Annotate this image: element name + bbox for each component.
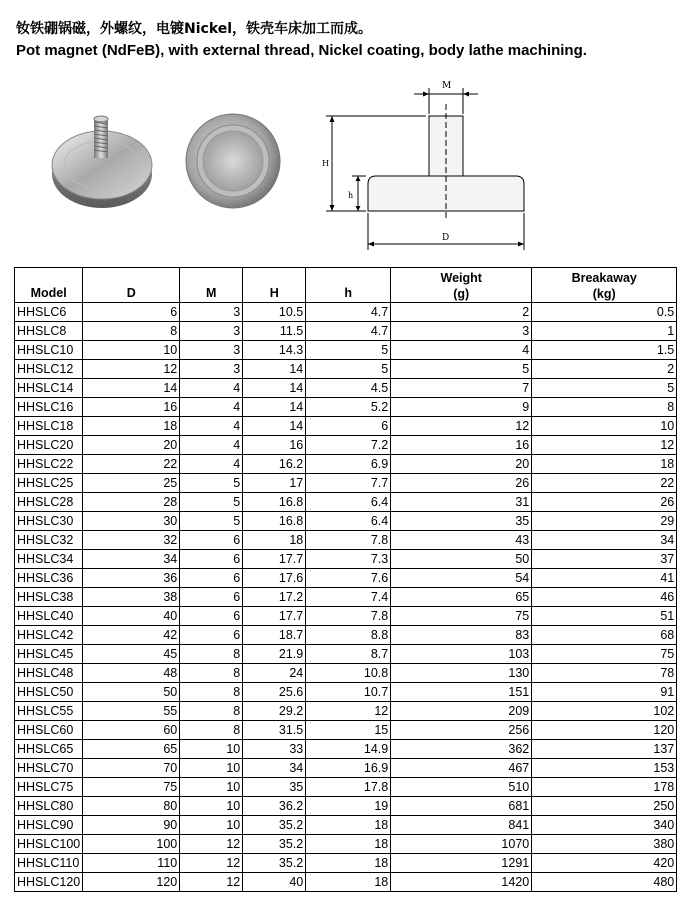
technical-drawing xyxy=(318,74,548,254)
cell-model: HHSLC25 xyxy=(15,474,83,493)
cell-d: 80 xyxy=(83,797,180,816)
header-weight xyxy=(391,268,532,303)
cell-weight: 841 xyxy=(391,816,532,835)
cell-breakaway: 22 xyxy=(532,474,677,493)
table-row xyxy=(15,512,677,531)
cell-m: 3 xyxy=(180,303,243,322)
cell-m: 5 xyxy=(180,474,243,493)
cell-model: HHSLC48 xyxy=(15,664,83,683)
cell-breakaway: 0.5 xyxy=(532,303,677,322)
cell-h-total: 24 xyxy=(243,664,306,683)
cell-h-total: 40 xyxy=(243,873,306,892)
cell-d: 60 xyxy=(83,721,180,740)
cell-breakaway: 250 xyxy=(532,797,677,816)
table-row xyxy=(15,797,677,816)
cell-weight: 467 xyxy=(391,759,532,778)
cell-weight: 362 xyxy=(391,740,532,759)
cell-m: 10 xyxy=(180,740,243,759)
cell-h-small: 7.6 xyxy=(306,569,391,588)
header-h-small: h xyxy=(306,268,391,303)
header-weight-label: Weight xyxy=(440,271,482,285)
cell-weight: 130 xyxy=(391,664,532,683)
cell-breakaway: 10 xyxy=(532,417,677,436)
cell-h-small: 7.4 xyxy=(306,588,391,607)
cell-model: HHSLC50 xyxy=(15,683,83,702)
cell-d: 25 xyxy=(83,474,180,493)
specification-table xyxy=(14,267,677,892)
table-row xyxy=(15,854,677,873)
cell-m: 6 xyxy=(180,626,243,645)
cell-h-small: 7.7 xyxy=(306,474,391,493)
cell-m: 10 xyxy=(180,778,243,797)
cell-breakaway: 29 xyxy=(532,512,677,531)
cell-h-total: 35.2 xyxy=(243,835,306,854)
cell-d: 40 xyxy=(83,607,180,626)
cell-m: 6 xyxy=(180,550,243,569)
header-h-total: H xyxy=(243,268,306,303)
cell-d: 50 xyxy=(83,683,180,702)
specification-table-body xyxy=(15,303,677,892)
cell-weight: 65 xyxy=(391,588,532,607)
cell-d: 30 xyxy=(83,512,180,531)
cell-weight: 209 xyxy=(391,702,532,721)
cell-d: 45 xyxy=(83,645,180,664)
dimension-label-h-total: H xyxy=(322,159,329,168)
cell-d: 110 xyxy=(83,854,180,873)
table-row xyxy=(15,759,677,778)
cell-m: 8 xyxy=(180,702,243,721)
cell-m: 10 xyxy=(180,759,243,778)
cell-d: 22 xyxy=(83,455,180,474)
cell-h-small: 6.4 xyxy=(306,493,391,512)
cell-h-total: 17.7 xyxy=(243,607,306,626)
cell-breakaway: 46 xyxy=(532,588,677,607)
cell-model: HHSLC12 xyxy=(15,360,83,379)
cell-d: 20 xyxy=(83,436,180,455)
cell-m: 5 xyxy=(180,512,243,531)
table-row xyxy=(15,664,677,683)
cell-h-total: 17.2 xyxy=(243,588,306,607)
cell-weight: 5 xyxy=(391,360,532,379)
cell-weight: 54 xyxy=(391,569,532,588)
cell-h-small: 10.8 xyxy=(306,664,391,683)
cell-model: HHSLC70 xyxy=(15,759,83,778)
cell-weight: 1070 xyxy=(391,835,532,854)
cell-h-total: 21.9 xyxy=(243,645,306,664)
cell-h-small: 5 xyxy=(306,360,391,379)
title-chinese: 钕铁硼锅磁，外螺纹，电镀Nickel，铁壳车床加工而成。 xyxy=(16,21,373,37)
table-row xyxy=(15,873,677,892)
cell-d: 38 xyxy=(83,588,180,607)
cell-model: HHSLC34 xyxy=(15,550,83,569)
cell-h-total: 16.8 xyxy=(243,512,306,531)
cell-h-small: 6.4 xyxy=(306,512,391,531)
table-row xyxy=(15,531,677,550)
cell-weight: 1291 xyxy=(391,854,532,873)
cell-m: 4 xyxy=(180,455,243,474)
cell-h-small: 8.8 xyxy=(306,626,391,645)
cell-model: HHSLC90 xyxy=(15,816,83,835)
cell-breakaway: 380 xyxy=(532,835,677,854)
cell-breakaway: 75 xyxy=(532,645,677,664)
cell-d: 32 xyxy=(83,531,180,550)
cell-breakaway: 18 xyxy=(532,455,677,474)
cell-d: 34 xyxy=(83,550,180,569)
header-weight-unit: (g) xyxy=(453,287,470,301)
cell-h-small: 5 xyxy=(306,341,391,360)
table-row xyxy=(15,816,677,835)
table-row xyxy=(15,607,677,626)
cell-m: 3 xyxy=(180,322,243,341)
cell-model: HHSLC8 xyxy=(15,322,83,341)
cell-h-total: 11.5 xyxy=(243,322,306,341)
cell-weight: 2 xyxy=(391,303,532,322)
cell-breakaway: 1 xyxy=(532,322,677,341)
cell-m: 8 xyxy=(180,664,243,683)
cell-weight: 83 xyxy=(391,626,532,645)
cell-breakaway: 8 xyxy=(532,398,677,417)
header-m: M xyxy=(180,268,243,303)
cell-d: 55 xyxy=(83,702,180,721)
cell-breakaway: 12 xyxy=(532,436,677,455)
cell-breakaway: 78 xyxy=(532,664,677,683)
cell-h-total: 18.7 xyxy=(243,626,306,645)
cell-model: HHSLC110 xyxy=(15,854,83,873)
cell-h-small: 14.9 xyxy=(306,740,391,759)
cell-d: 8 xyxy=(83,322,180,341)
cell-h-total: 17.6 xyxy=(243,569,306,588)
cell-h-total: 35 xyxy=(243,778,306,797)
cell-h-small: 4.7 xyxy=(306,303,391,322)
cell-breakaway: 91 xyxy=(532,683,677,702)
cell-h-total: 17 xyxy=(243,474,306,493)
cell-breakaway: 420 xyxy=(532,854,677,873)
table-row xyxy=(15,398,677,417)
cell-d: 14 xyxy=(83,379,180,398)
header-model: Model xyxy=(15,268,83,303)
cell-h-total: 17.7 xyxy=(243,550,306,569)
cell-h-total: 10.5 xyxy=(243,303,306,322)
cell-h-small: 18 xyxy=(306,854,391,873)
cell-breakaway: 102 xyxy=(532,702,677,721)
cell-h-total: 18 xyxy=(243,531,306,550)
table-row xyxy=(15,645,677,664)
cell-model: HHSLC22 xyxy=(15,455,83,474)
cell-m: 6 xyxy=(180,531,243,550)
cell-breakaway: 68 xyxy=(532,626,677,645)
cell-model: HHSLC45 xyxy=(15,645,83,664)
cell-model: HHSLC120 xyxy=(15,873,83,892)
cell-m: 8 xyxy=(180,645,243,664)
cell-h-total: 14 xyxy=(243,398,306,417)
cell-m: 3 xyxy=(180,341,243,360)
cell-m: 12 xyxy=(180,854,243,873)
cell-h-small: 18 xyxy=(306,835,391,854)
cell-model: HHSLC80 xyxy=(15,797,83,816)
cell-h-total: 14 xyxy=(243,360,306,379)
cell-h-small: 6.9 xyxy=(306,455,391,474)
cell-m: 4 xyxy=(180,379,243,398)
cell-h-total: 14 xyxy=(243,417,306,436)
table-row xyxy=(15,740,677,759)
cell-weight: 1420 xyxy=(391,873,532,892)
cell-h-small: 12 xyxy=(306,702,391,721)
cell-m: 3 xyxy=(180,360,243,379)
cell-breakaway: 480 xyxy=(532,873,677,892)
cell-h-total: 16.2 xyxy=(243,455,306,474)
cell-breakaway: 41 xyxy=(532,569,677,588)
cell-h-small: 7.8 xyxy=(306,607,391,626)
cell-model: HHSLC32 xyxy=(15,531,83,550)
cell-breakaway: 37 xyxy=(532,550,677,569)
cell-model: HHSLC30 xyxy=(15,512,83,531)
cell-m: 12 xyxy=(180,835,243,854)
table-row xyxy=(15,303,677,322)
product-photo-side xyxy=(44,110,162,220)
cell-breakaway: 120 xyxy=(532,721,677,740)
cell-model: HHSLC40 xyxy=(15,607,83,626)
cell-weight: 20 xyxy=(391,455,532,474)
dimension-label-m: M xyxy=(442,81,452,91)
cell-weight: 3 xyxy=(391,322,532,341)
cell-h-total: 35.2 xyxy=(243,816,306,835)
cell-weight: 75 xyxy=(391,607,532,626)
cell-h-small: 7.8 xyxy=(306,531,391,550)
cell-model: HHSLC42 xyxy=(15,626,83,645)
cell-breakaway: 26 xyxy=(532,493,677,512)
cell-d: 48 xyxy=(83,664,180,683)
cell-h-total: 16 xyxy=(243,436,306,455)
cell-breakaway: 153 xyxy=(532,759,677,778)
cell-weight: 26 xyxy=(391,474,532,493)
cell-h-small: 16.9 xyxy=(306,759,391,778)
cell-weight: 4 xyxy=(391,341,532,360)
cell-weight: 103 xyxy=(391,645,532,664)
dimension-label-h-small: h xyxy=(348,191,354,200)
cell-h-total: 14.3 xyxy=(243,341,306,360)
cell-model: HHSLC55 xyxy=(15,702,83,721)
table-row xyxy=(15,417,677,436)
cell-h-small: 8.7 xyxy=(306,645,391,664)
cell-breakaway: 340 xyxy=(532,816,677,835)
cell-h-total: 29.2 xyxy=(243,702,306,721)
cell-d: 18 xyxy=(83,417,180,436)
table-row xyxy=(15,436,677,455)
cell-weight: 256 xyxy=(391,721,532,740)
table-row xyxy=(15,493,677,512)
table-row xyxy=(15,721,677,740)
cell-h-total: 33 xyxy=(243,740,306,759)
cell-m: 4 xyxy=(180,398,243,417)
cell-h-total: 36.2 xyxy=(243,797,306,816)
cell-m: 8 xyxy=(180,683,243,702)
cell-m: 6 xyxy=(180,607,243,626)
cell-h-total: 31.5 xyxy=(243,721,306,740)
cell-d: 42 xyxy=(83,626,180,645)
cell-m: 6 xyxy=(180,569,243,588)
cell-h-small: 5.2 xyxy=(306,398,391,417)
cell-d: 75 xyxy=(83,778,180,797)
cell-weight: 12 xyxy=(391,417,532,436)
cell-h-small: 4.7 xyxy=(306,322,391,341)
cell-h-total: 34 xyxy=(243,759,306,778)
dimension-label-d: D xyxy=(442,233,450,243)
header-breakaway xyxy=(532,268,677,303)
cell-h-total: 35.2 xyxy=(243,854,306,873)
cell-m: 4 xyxy=(180,417,243,436)
cell-weight: 9 xyxy=(391,398,532,417)
cell-d: 70 xyxy=(83,759,180,778)
table-row xyxy=(15,569,677,588)
cell-model: HHSLC14 xyxy=(15,379,83,398)
table-row xyxy=(15,474,677,493)
table-row xyxy=(15,341,677,360)
cell-m: 4 xyxy=(180,436,243,455)
cell-weight: 35 xyxy=(391,512,532,531)
cell-model: HHSLC20 xyxy=(15,436,83,455)
cell-d: 6 xyxy=(83,303,180,322)
cell-model: HHSLC60 xyxy=(15,721,83,740)
cell-d: 36 xyxy=(83,569,180,588)
cell-breakaway: 137 xyxy=(532,740,677,759)
cell-model: HHSLC16 xyxy=(15,398,83,417)
cell-d: 12 xyxy=(83,360,180,379)
cell-weight: 7 xyxy=(391,379,532,398)
cell-weight: 43 xyxy=(391,531,532,550)
cell-d: 65 xyxy=(83,740,180,759)
cell-model: HHSLC36 xyxy=(15,569,83,588)
header-breakaway-unit: (kg) xyxy=(592,287,616,301)
cell-breakaway: 51 xyxy=(532,607,677,626)
cell-h-small: 18 xyxy=(306,873,391,892)
cell-m: 10 xyxy=(180,816,243,835)
cell-m: 8 xyxy=(180,721,243,740)
table-row xyxy=(15,360,677,379)
cell-d: 90 xyxy=(83,816,180,835)
cell-model: HHSLC65 xyxy=(15,740,83,759)
table-row xyxy=(15,835,677,854)
header-breakaway-label: Breakaway xyxy=(571,271,637,285)
cell-h-total: 14 xyxy=(243,379,306,398)
cell-h-small: 7.2 xyxy=(306,436,391,455)
title-english: Pot magnet (NdFeB), with external thread, Nickel coating, body lathe machining. xyxy=(16,42,587,59)
cell-breakaway: 5 xyxy=(532,379,677,398)
cell-h-small: 4.5 xyxy=(306,379,391,398)
product-photo-bottom xyxy=(183,112,283,210)
cell-h-total: 25.6 xyxy=(243,683,306,702)
cell-model: HHSLC6 xyxy=(15,303,83,322)
cell-breakaway: 178 xyxy=(532,778,677,797)
cell-m: 10 xyxy=(180,797,243,816)
cell-m: 6 xyxy=(180,588,243,607)
cell-m: 5 xyxy=(180,493,243,512)
cell-model: HHSLC38 xyxy=(15,588,83,607)
cell-weight: 31 xyxy=(391,493,532,512)
cell-h-small: 17.8 xyxy=(306,778,391,797)
cell-d: 10 xyxy=(83,341,180,360)
table-row xyxy=(15,550,677,569)
cell-h-small: 7.3 xyxy=(306,550,391,569)
table-row xyxy=(15,702,677,721)
cell-weight: 16 xyxy=(391,436,532,455)
cell-weight: 50 xyxy=(391,550,532,569)
cell-h-total: 16.8 xyxy=(243,493,306,512)
cell-weight: 681 xyxy=(391,797,532,816)
cell-m: 12 xyxy=(180,873,243,892)
table-row xyxy=(15,778,677,797)
table-row xyxy=(15,683,677,702)
header-d: D xyxy=(83,268,180,303)
table-row xyxy=(15,322,677,341)
cell-d: 100 xyxy=(83,835,180,854)
table-row xyxy=(15,379,677,398)
cell-h-small: 18 xyxy=(306,816,391,835)
cell-model: HHSLC18 xyxy=(15,417,83,436)
cell-h-small: 6 xyxy=(306,417,391,436)
cell-d: 28 xyxy=(83,493,180,512)
cell-model: HHSLC28 xyxy=(15,493,83,512)
cell-h-small: 10.7 xyxy=(306,683,391,702)
cell-model: HHSLC100 xyxy=(15,835,83,854)
cell-h-small: 15 xyxy=(306,721,391,740)
table-row xyxy=(15,626,677,645)
cell-d: 16 xyxy=(83,398,180,417)
cell-weight: 151 xyxy=(391,683,532,702)
table-row xyxy=(15,588,677,607)
cell-model: HHSLC75 xyxy=(15,778,83,797)
cell-h-small: 19 xyxy=(306,797,391,816)
table-row xyxy=(15,455,677,474)
cell-model: HHSLC10 xyxy=(15,341,83,360)
cell-weight: 510 xyxy=(391,778,532,797)
cell-breakaway: 2 xyxy=(532,360,677,379)
cell-breakaway: 34 xyxy=(532,531,677,550)
cell-d: 120 xyxy=(83,873,180,892)
cell-breakaway: 1.5 xyxy=(532,341,677,360)
